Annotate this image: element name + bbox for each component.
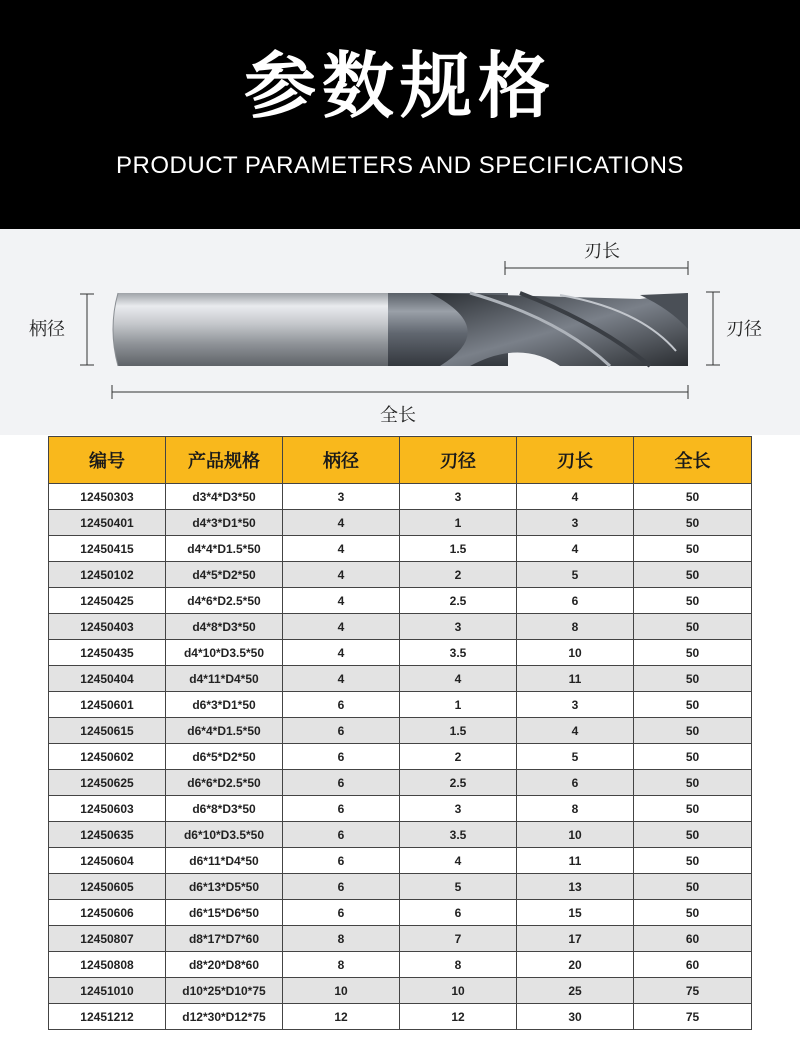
cell-shank-dia: 6 [283, 692, 400, 718]
cell-blade-length: 25 [517, 978, 634, 1004]
cell-shank-dia: 4 [283, 562, 400, 588]
table-row [49, 640, 752, 666]
header-banner [0, 0, 800, 229]
table-row [49, 926, 752, 952]
cell-blade-dia: 8 [400, 952, 517, 978]
cell-spec: d10*25*D10*75 [166, 978, 283, 1004]
cell-shank-dia: 6 [283, 796, 400, 822]
cell-blade-length: 8 [517, 796, 634, 822]
table-row [49, 848, 752, 874]
cell-overall-length: 50 [634, 822, 752, 848]
cell-overall-length: 50 [634, 796, 752, 822]
header-spec: 产品规格 [166, 437, 283, 484]
table-row [49, 692, 752, 718]
cell-spec: d6*15*D6*50 [166, 900, 283, 926]
cell-spec: d3*4*D3*50 [166, 484, 283, 510]
cell-shank-dia: 4 [283, 536, 400, 562]
blade-diameter-dimension [706, 292, 720, 365]
cell-code: 12450425 [49, 588, 166, 614]
table-row [49, 744, 752, 770]
header-blade-length: 刃长 [517, 437, 634, 484]
table-header-row [49, 437, 752, 484]
cell-spec: d6*11*D4*50 [166, 848, 283, 874]
header-blade-dia: 刃径 [400, 437, 517, 484]
cell-blade-length: 4 [517, 484, 634, 510]
table-row [49, 562, 752, 588]
header-code: 编号 [49, 437, 166, 484]
cell-spec: d4*6*D2.5*50 [166, 588, 283, 614]
cell-overall-length: 60 [634, 952, 752, 978]
table-row [49, 1004, 752, 1030]
cell-overall-length: 50 [634, 848, 752, 874]
cell-blade-dia: 4 [400, 848, 517, 874]
cell-blade-dia: 3 [400, 796, 517, 822]
cell-shank-dia: 6 [283, 718, 400, 744]
cell-spec: d6*10*D3.5*50 [166, 822, 283, 848]
shank-diameter-dimension [80, 294, 94, 365]
header-shank-dia: 柄径 [283, 437, 400, 484]
blade-length-label: 刃长 [584, 241, 620, 262]
cell-shank-dia: 6 [283, 822, 400, 848]
cell-blade-length: 11 [517, 666, 634, 692]
cell-code: 12450435 [49, 640, 166, 666]
cell-blade-dia: 2 [400, 744, 517, 770]
cell-shank-dia: 4 [283, 666, 400, 692]
cell-overall-length: 75 [634, 1004, 752, 1030]
cell-code: 12450615 [49, 718, 166, 744]
cell-overall-length: 50 [634, 900, 752, 926]
cell-spec: d4*4*D1.5*50 [166, 536, 283, 562]
cell-code: 12450601 [49, 692, 166, 718]
cell-spec: d6*8*D3*50 [166, 796, 283, 822]
end-mill-diagram [0, 229, 800, 435]
cell-shank-dia: 6 [283, 770, 400, 796]
cell-spec: d6*5*D2*50 [166, 744, 283, 770]
cell-blade-dia: 3.5 [400, 822, 517, 848]
table-row [49, 796, 752, 822]
cell-code: 12451010 [49, 978, 166, 1004]
table-row [49, 666, 752, 692]
cell-overall-length: 50 [634, 640, 752, 666]
table-row [49, 588, 752, 614]
cell-blade-dia: 2.5 [400, 588, 517, 614]
cell-blade-length: 13 [517, 874, 634, 900]
cell-blade-dia: 4 [400, 666, 517, 692]
table-row [49, 900, 752, 926]
page-title: 参数规格 [243, 44, 556, 128]
cell-blade-dia: 1.5 [400, 536, 517, 562]
header-overall-length: 全长 [634, 437, 752, 484]
cell-code: 12450606 [49, 900, 166, 926]
cell-overall-length: 75 [634, 978, 752, 1004]
cell-blade-dia: 2.5 [400, 770, 517, 796]
cell-blade-length: 15 [517, 900, 634, 926]
cell-blade-length: 10 [517, 640, 634, 666]
cell-overall-length: 50 [634, 692, 752, 718]
cell-overall-length: 50 [634, 510, 752, 536]
cell-shank-dia: 12 [283, 1004, 400, 1030]
cell-spec: d4*5*D2*50 [166, 562, 283, 588]
cell-code: 12451212 [49, 1004, 166, 1030]
cell-blade-dia: 3.5 [400, 640, 517, 666]
cell-code: 12450403 [49, 614, 166, 640]
cell-overall-length: 50 [634, 562, 752, 588]
cell-shank-dia: 8 [283, 952, 400, 978]
cell-shank-dia: 6 [283, 848, 400, 874]
cell-overall-length: 50 [634, 744, 752, 770]
cell-spec: d4*11*D4*50 [166, 666, 283, 692]
cell-spec: d6*6*D2.5*50 [166, 770, 283, 796]
cell-blade-length: 17 [517, 926, 634, 952]
cell-blade-length: 11 [517, 848, 634, 874]
cell-spec: d12*30*D12*75 [166, 1004, 283, 1030]
overall-length-label: 全长 [380, 405, 416, 426]
cell-overall-length: 50 [634, 718, 752, 744]
cell-spec: d4*8*D3*50 [166, 614, 283, 640]
cell-spec: d6*13*D5*50 [166, 874, 283, 900]
cell-shank-dia: 10 [283, 978, 400, 1004]
cell-blade-length: 5 [517, 744, 634, 770]
cell-code: 12450102 [49, 562, 166, 588]
cell-blade-length: 30 [517, 1004, 634, 1030]
cell-spec: d6*4*D1.5*50 [166, 718, 283, 744]
table-row [49, 718, 752, 744]
cell-overall-length: 50 [634, 588, 752, 614]
page-subtitle: PRODUCT PARAMETERS AND SPECIFICATIONS [116, 152, 684, 179]
cell-code: 12450404 [49, 666, 166, 692]
cell-overall-length: 50 [634, 666, 752, 692]
cell-blade-length: 6 [517, 588, 634, 614]
cell-blade-length: 3 [517, 510, 634, 536]
table-row [49, 952, 752, 978]
cell-blade-length: 3 [517, 692, 634, 718]
overall-length-dimension [112, 385, 688, 399]
cell-overall-length: 60 [634, 926, 752, 952]
cell-spec: d4*10*D3.5*50 [166, 640, 283, 666]
cell-blade-length: 20 [517, 952, 634, 978]
cell-spec: d4*3*D1*50 [166, 510, 283, 536]
cell-overall-length: 50 [634, 874, 752, 900]
cell-blade-dia: 3 [400, 484, 517, 510]
cell-code: 12450808 [49, 952, 166, 978]
cell-shank-dia: 6 [283, 874, 400, 900]
cell-blade-length: 6 [517, 770, 634, 796]
cell-code: 12450625 [49, 770, 166, 796]
table-row [49, 978, 752, 1004]
cell-code: 12450602 [49, 744, 166, 770]
cell-blade-length: 4 [517, 718, 634, 744]
cell-shank-dia: 4 [283, 588, 400, 614]
blade-length-dimension [505, 261, 688, 275]
table-row [49, 536, 752, 562]
cell-overall-length: 50 [634, 536, 752, 562]
cell-code: 12450303 [49, 484, 166, 510]
cell-overall-length: 50 [634, 484, 752, 510]
cell-blade-dia: 5 [400, 874, 517, 900]
cell-code: 12450605 [49, 874, 166, 900]
cell-blade-length: 4 [517, 536, 634, 562]
cell-spec: d8*17*D7*60 [166, 926, 283, 952]
table-row [49, 822, 752, 848]
cell-spec: d6*3*D1*50 [166, 692, 283, 718]
cell-blade-dia: 3 [400, 614, 517, 640]
cell-code: 12450603 [49, 796, 166, 822]
table-row [49, 874, 752, 900]
cell-blade-length: 5 [517, 562, 634, 588]
cell-blade-dia: 7 [400, 926, 517, 952]
cell-blade-dia: 1 [400, 692, 517, 718]
table-row [49, 484, 752, 510]
cell-overall-length: 50 [634, 770, 752, 796]
blade-diameter-label: 刃径 [726, 319, 762, 340]
cell-code: 12450635 [49, 822, 166, 848]
cell-blade-dia: 1.5 [400, 718, 517, 744]
cell-shank-dia: 6 [283, 744, 400, 770]
cell-blade-dia: 12 [400, 1004, 517, 1030]
cell-shank-dia: 4 [283, 614, 400, 640]
cell-blade-dia: 2 [400, 562, 517, 588]
table-row [49, 770, 752, 796]
cell-shank-dia: 4 [283, 640, 400, 666]
table-row [49, 614, 752, 640]
cell-shank-dia: 6 [283, 900, 400, 926]
cell-shank-dia: 4 [283, 510, 400, 536]
cell-blade-dia: 6 [400, 900, 517, 926]
table-row [49, 510, 752, 536]
cell-blade-dia: 1 [400, 510, 517, 536]
spec-table [48, 436, 752, 1030]
cell-overall-length: 50 [634, 614, 752, 640]
cell-blade-length: 8 [517, 614, 634, 640]
cell-code: 12450401 [49, 510, 166, 536]
cell-blade-dia: 10 [400, 978, 517, 1004]
cell-code: 12450604 [49, 848, 166, 874]
cell-shank-dia: 8 [283, 926, 400, 952]
cell-spec: d8*20*D8*60 [166, 952, 283, 978]
cell-shank-dia: 3 [283, 484, 400, 510]
cell-code: 12450415 [49, 536, 166, 562]
cell-code: 12450807 [49, 926, 166, 952]
shank-diameter-label: 柄径 [29, 319, 65, 340]
cell-blade-length: 10 [517, 822, 634, 848]
